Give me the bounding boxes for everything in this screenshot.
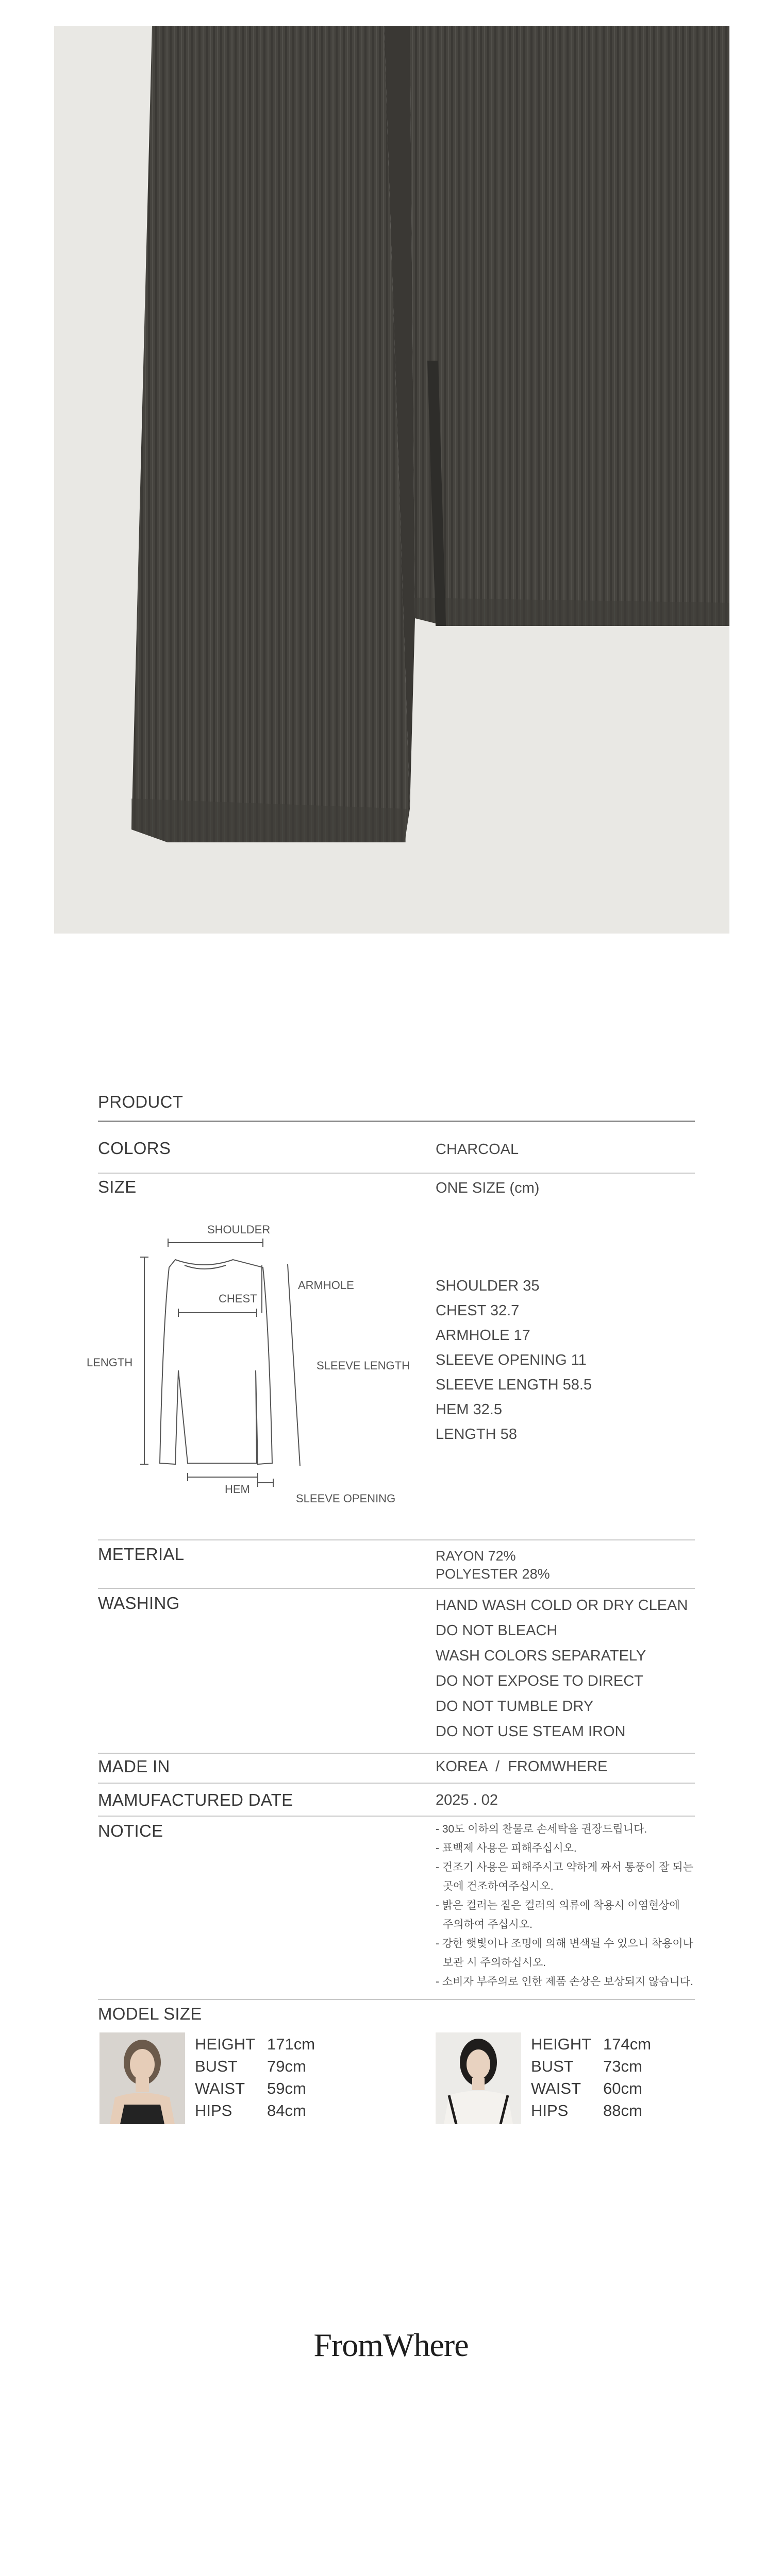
measurement-item: LENGTH 58 [436,1426,517,1443]
notice-line: - 건조기 사용은 피해주시고 약하게 짜서 통풍이 잘 되는 [436,1861,693,1873]
stat-value: 59cm [267,2079,306,2097]
diagram-length-label: LENGTH [87,1356,133,1369]
stat-row [531,2033,651,2055]
stat-value: 171cm [267,2035,315,2053]
stat-key: BUST [195,2057,238,2075]
model-portrait-icon [99,2032,185,2124]
washing-item: HAND WASH COLD OR DRY CLEAN [436,1597,688,1614]
notice-label: NOTICE [98,1821,163,1840]
brand-logo: FromWhere [313,2327,469,2363]
size-value: ONE SIZE (cm) [436,1180,540,1196]
stat-key: WAIST [531,2079,581,2097]
measurement-item: SLEEVE OPENING 11 [436,1352,587,1368]
stat-key: HEIGHT [195,2035,256,2053]
diagram-shoulder-label: SHOULDER [207,1223,271,1236]
colors-label: COLORS [98,1139,171,1158]
stat-key: HIPS [531,2102,569,2120]
notice-line: - 소비자 부주의로 인한 제품 손상은 보상되지 않습니다. [436,1976,693,1988]
washing-divider [98,1753,695,1754]
colors-divider [98,1173,695,1174]
notice-line: - 표백제 사용은 피해주십시오. [436,1842,577,1854]
model-stats-2 [531,2033,651,2122]
model-size-label: MODEL SIZE [98,2004,202,2023]
notice-line: - 30도 이하의 찬물로 손세탁을 권장드립니다. [436,1823,647,1835]
washing-item: DO NOT USE STEAM IRON [436,1723,626,1740]
colors-value: CHARCOAL [436,1141,519,1158]
washing-item: DO NOT BLEACH [436,1622,558,1639]
manufactured-divider [98,1816,695,1817]
stat-key: HEIGHT [531,2035,592,2053]
stat-row [531,2077,651,2099]
model-portrait-icon [436,2032,521,2124]
measurement-item: CHEST 32.7 [436,1302,520,1319]
notice-line: 보관 시 주의하십시오. [443,1957,546,1969]
measurement-item: ARMHOLE 17 [436,1327,530,1344]
model-photo-2 [436,2032,521,2124]
notice-line: 곳에 건조하여주십시오. [443,1880,554,1892]
stat-value: 88cm [603,2102,642,2120]
made-in-divider [98,1783,695,1784]
stat-key: WAIST [195,2079,245,2097]
made-in-value: KOREA / FROMWHERE [436,1758,608,1775]
stat-row [195,2077,315,2099]
product-heading: PRODUCT [98,1092,184,1111]
diagram-armhole-label: ARMHOLE [298,1279,354,1292]
product-photo [54,26,729,934]
measurement-item: HEM 32.5 [436,1401,502,1418]
stat-key: BUST [531,2057,574,2075]
manufactured-value: 2025 . 02 [436,1792,498,1808]
size-divider [98,1539,695,1540]
stat-row [531,2099,651,2122]
material-divider [98,1588,695,1589]
measurement-item: SLEEVE LENGTH 58.5 [436,1377,592,1393]
made-in-label: MADE IN [98,1757,170,1776]
washing-item: DO NOT EXPOSE TO DIRECT [436,1673,643,1689]
washing-item: DO NOT TUMBLE DRY [436,1698,594,1715]
notice-line: - 밝은 컬러는 짙은 컬러의 의류에 착용시 이염현상에 [436,1900,680,1911]
stat-row [531,2055,651,2077]
stat-row [195,2099,315,2122]
size-label: SIZE [98,1177,137,1196]
material-label: METERIAL [98,1545,185,1564]
garment-illustration [54,26,729,934]
diagram-sleeve-opening-label: SLEEVE OPENING [296,1492,396,1505]
measurement-item: SHOULDER 35 [436,1278,540,1294]
model-stats-1 [195,2033,315,2122]
stat-value: 73cm [603,2057,642,2075]
material-value: RAYON 72% [436,1548,516,1564]
material-value: POLYESTER 28% [436,1566,550,1582]
measurement-list [436,1278,592,1451]
manufactured-label: MAMUFACTURED DATE [98,1790,293,1809]
stat-value: 60cm [603,2079,642,2097]
heading-divider [98,1121,695,1122]
model-photo-1 [99,2032,185,2124]
notice-list [436,1820,698,1991]
diagram-chest-label: CHEST [219,1292,257,1305]
washing-list [436,1597,688,1749]
washing-label: WASHING [98,1594,180,1613]
notice-divider [98,1999,695,2000]
stat-row [195,2033,315,2055]
stat-value: 79cm [267,2057,306,2075]
diagram-hem-label: HEM [225,1483,250,1496]
notice-line: - 강한 햇빛이나 조명에 의해 변색될 수 있으니 착용이나 [436,1938,693,1950]
size-diagram [82,1221,423,1520]
notice-line: 주의하여 주십시오. [443,1919,533,1930]
stat-value: 174cm [603,2035,652,2053]
stat-row [195,2055,315,2077]
stat-value: 84cm [267,2102,306,2120]
diagram-sleeve-length-label: SLEEVE LENGTH [317,1359,410,1372]
washing-item: WASH COLORS SEPARATELY [436,1648,646,1664]
stat-key: HIPS [195,2102,232,2120]
